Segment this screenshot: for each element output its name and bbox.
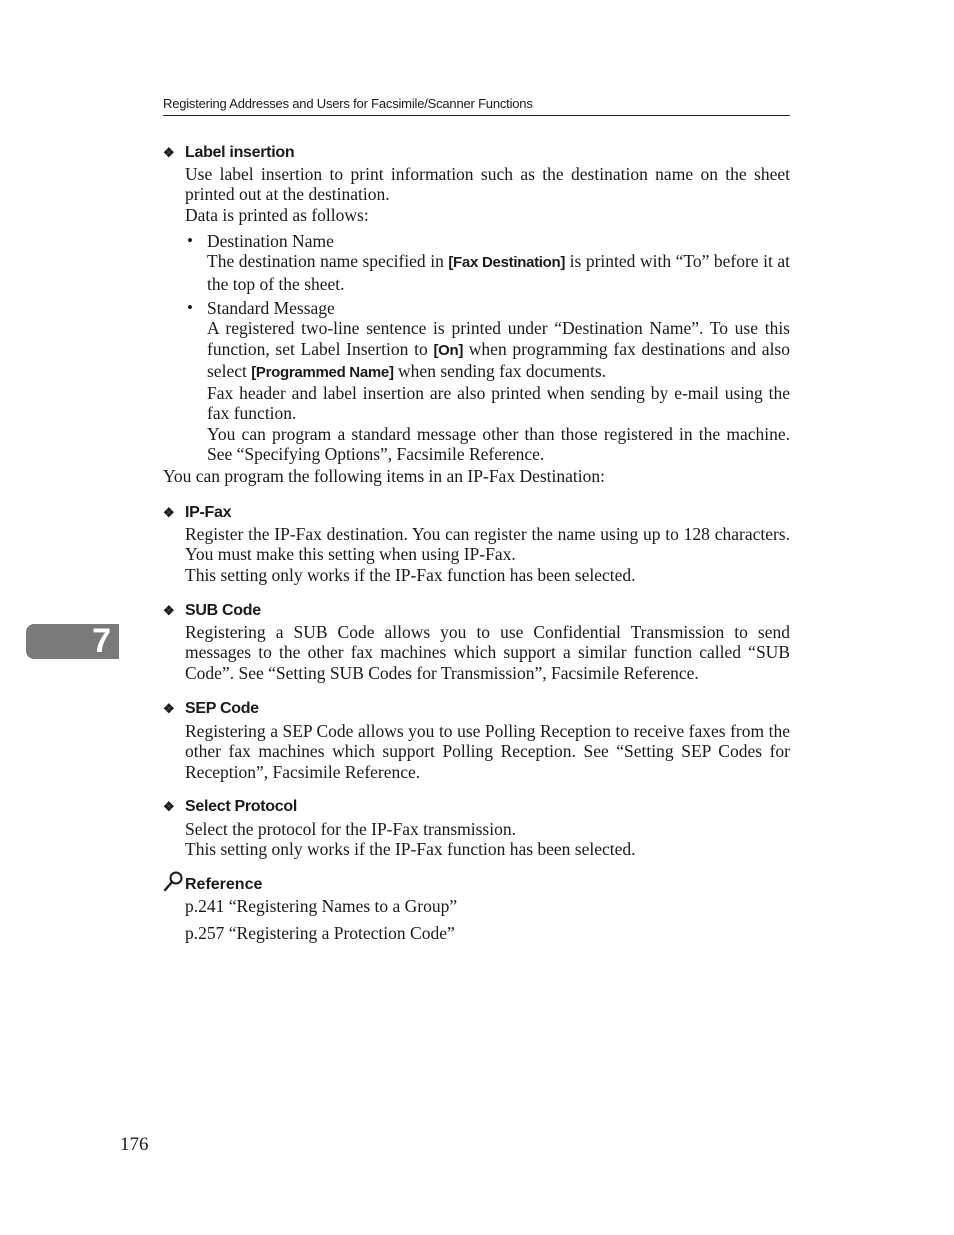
bullet-body bbox=[207, 318, 790, 383]
diamond-bullet-icon: ❖ bbox=[163, 603, 175, 618]
intro-paragraph: Use label insertion to print information such as the destination name on the sheet printed out at the destination. bbox=[185, 164, 790, 205]
diamond-bullet-icon: ❖ bbox=[163, 701, 175, 716]
paragraph: This setting only works if the IP-Fax function has been selected. bbox=[185, 564, 636, 585]
label-insertion-heading bbox=[163, 143, 294, 163]
bullet-dot: • bbox=[187, 298, 193, 317]
diamond-bullet-icon: ❖ bbox=[163, 145, 175, 160]
text-run: A registered two-line sentence is printed under “Destination Name”. To use this function, set Label Insertion to bbox=[207, 318, 790, 359]
sub-code-heading bbox=[163, 601, 261, 621]
reference-heading bbox=[163, 870, 262, 896]
programmed-name-key: [Programmed Name] bbox=[251, 363, 394, 381]
bullet-body: Fax header and label insertion are also printed when sending by e-mail using the fax function. bbox=[207, 383, 790, 424]
ip-fax-heading bbox=[163, 503, 231, 523]
text-run: The destination name specified in bbox=[207, 251, 449, 272]
paragraph: Select the protocol for the IP-Fax transmission. bbox=[185, 819, 516, 839]
bullet-title: Destination Name bbox=[207, 231, 334, 251]
text-run: when sending fax documents. bbox=[393, 360, 607, 381]
paragraph: Registering a SUB Code allows you to use Confidential Transmission to send messages to the other fax machines which support a similar function called “SUB Code”. See “Setting SUB Codes for Transmission”, Facsimile Reference. bbox=[185, 622, 790, 683]
heading-text: Label insertion bbox=[185, 144, 295, 161]
reference-heading-text: Reference bbox=[185, 876, 263, 893]
heading-text: Select Protocol bbox=[185, 798, 297, 815]
intro-paragraph: Data is printed as follows: bbox=[185, 204, 369, 225]
chapter-number: 7 bbox=[92, 622, 111, 660]
running-header: Registering Addresses and Users for Facsimile/Scanner Functions bbox=[163, 96, 790, 116]
diamond-bullet-icon: ❖ bbox=[163, 505, 175, 520]
heading-text: IP-Fax bbox=[185, 504, 232, 521]
bullet-destination-name bbox=[207, 231, 790, 294]
heading-text: SUB Code bbox=[185, 602, 261, 619]
sub-code-body bbox=[185, 622, 790, 683]
bullet-body bbox=[207, 251, 790, 294]
text-run: is printed with “To” before it at the top of the sheet. bbox=[207, 251, 791, 294]
on-key: [On] bbox=[433, 341, 464, 359]
bullet-title: Standard Message bbox=[207, 298, 335, 318]
fax-destination-key: [Fax Destination] bbox=[448, 254, 566, 272]
reference-link-2[interactable]: p.257 “Registering a Protection Code” bbox=[185, 923, 455, 943]
bullet-standard-message bbox=[207, 298, 790, 464]
sep-code-body bbox=[185, 721, 790, 782]
diamond-bullet-icon: ❖ bbox=[163, 799, 175, 814]
label-insertion-intro bbox=[185, 164, 790, 225]
heading-text: SEP Code bbox=[185, 700, 259, 717]
bullet-body: You can program a standard message other than those registered in the machine. See “Specifying Options”, Facsimile Reference. bbox=[207, 423, 790, 465]
paragraph: Register the IP-Fax destination. You can register the name using up to 128 characters. You must make this setting when using IP-Fax. bbox=[185, 524, 790, 565]
ipfax-destination-intro: You can program the following items in an IP-Fax Destination: bbox=[163, 466, 605, 486]
paragraph: Registering a SEP Code allows you to use Polling Reception to receive faxes from the other fax machines which support Polling Reception. See “Setting SEP Codes for Reception”, Facsimile Reference. bbox=[185, 721, 790, 782]
paragraph: This setting only works if the IP-Fax function has been selected. bbox=[185, 839, 636, 860]
bullet-dot: • bbox=[187, 231, 193, 250]
magnifier-reference-icon bbox=[163, 870, 185, 892]
text-run: when programming fax destinations and also select bbox=[207, 338, 790, 381]
select-protocol-body bbox=[185, 819, 790, 860]
sep-code-heading bbox=[163, 699, 259, 719]
reference-link-1[interactable]: p.241 “Registering Names to a Group” bbox=[185, 896, 458, 916]
select-protocol-heading bbox=[163, 797, 297, 817]
chapter-tab bbox=[26, 624, 119, 659]
ip-fax-body bbox=[185, 524, 790, 585]
page-number: 176 bbox=[120, 1134, 149, 1155]
